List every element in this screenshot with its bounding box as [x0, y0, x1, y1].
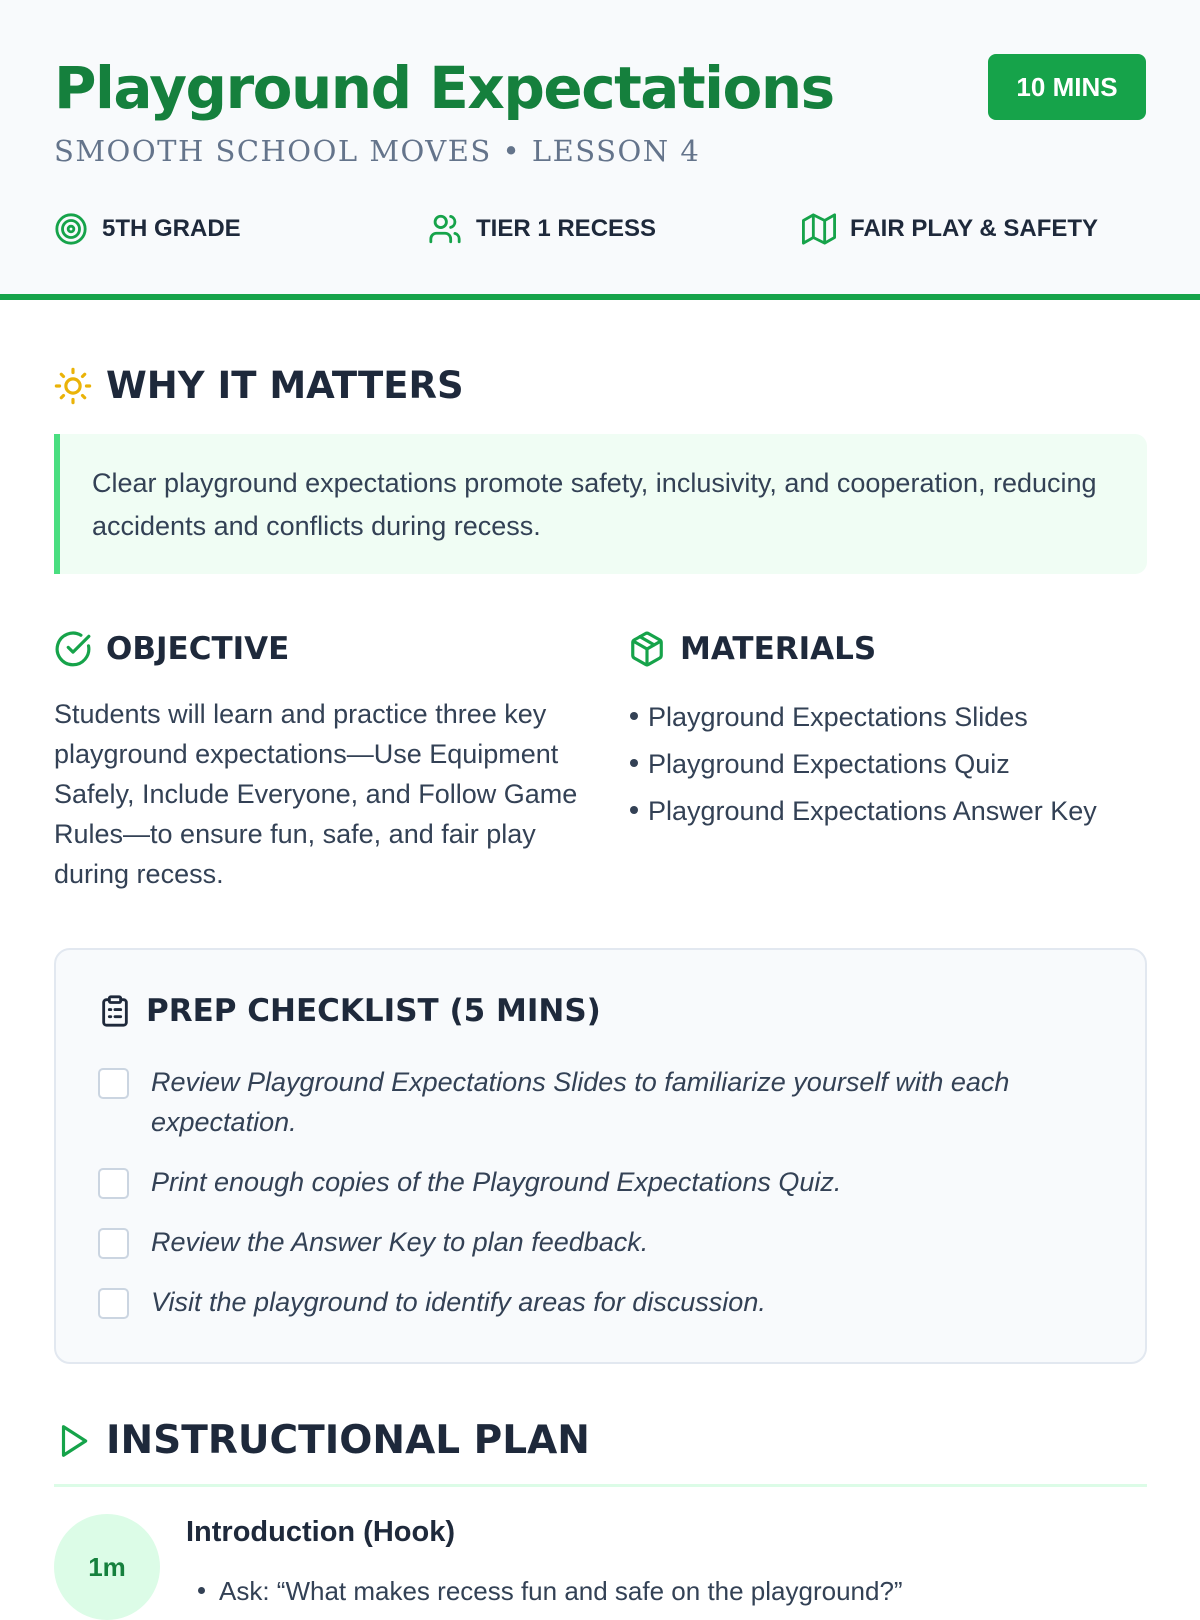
objective-heading: [54, 630, 289, 668]
checklist-item: [98, 1062, 1098, 1142]
meta-topic: [802, 212, 1098, 246]
checklist-checkbox[interactable]: [98, 1168, 129, 1199]
plan-heading-label: INSTRUCTIONAL PLAN: [106, 1418, 590, 1463]
target-icon: [54, 212, 88, 246]
materials-heading-label: MATERIALS: [680, 631, 877, 667]
meta-tier: [428, 212, 656, 246]
prep-heading-label: PREP CHECKLIST (5 MINS): [146, 993, 601, 1029]
checklist-item: [98, 1222, 648, 1262]
checklist-checkbox[interactable]: [98, 1228, 129, 1259]
package-icon: [628, 630, 666, 668]
checklist-text: Print enough copies of the Playground Expectations Quiz.: [151, 1167, 842, 1197]
prep-checklist-card: [54, 948, 1147, 1364]
why-text: Clear playground expectations promote safety, inclusivity, and cooperation, reducing accidents and conflicts during recess.: [92, 468, 1097, 541]
step-title: Introduction (Hook): [186, 1516, 456, 1548]
prep-heading: [98, 992, 601, 1030]
checklist-text: Review Playground Expectations Slides to familiarize yourself with each expectation.: [151, 1067, 1010, 1137]
checklist-checkbox[interactable]: [98, 1068, 129, 1099]
checklist-text: Visit the playground to identify areas for discussion.: [151, 1287, 766, 1317]
step-bullets: [190, 1572, 903, 1610]
meta-tier-label: TIER 1 RECESS: [476, 215, 657, 242]
play-icon: [54, 1421, 92, 1461]
list-item: [190, 1572, 903, 1610]
list-item: [628, 694, 1097, 741]
lesson-header: [0, 0, 1200, 300]
duration-badge: 10 MINS: [988, 54, 1146, 120]
checklist-item: [98, 1162, 841, 1202]
clipboard-icon: [98, 992, 132, 1030]
material-name: Playground Expectations Quiz: [648, 749, 1010, 779]
list-item: [628, 788, 1097, 835]
check-circle-icon: [54, 630, 92, 668]
list-item: [628, 741, 1097, 788]
why-heading-label: WHY IT MATTERS: [106, 364, 464, 407]
sun-icon: [54, 367, 92, 405]
meta-grade-label: 5TH GRADE: [102, 215, 241, 242]
materials-list: [628, 694, 1097, 835]
materials-heading: [628, 630, 876, 668]
material-name: Playground Expectations Slides: [648, 702, 1028, 732]
step-bullet-text: Ask: “What makes recess fun and safe on the playground?”: [219, 1576, 903, 1606]
objective-text: Students will learn and practice three key playground expectations—Use Equipment Safely, Include Everyone, and Follow Game Rules—to ensure fun, safe, and fair play during recess.: [54, 699, 578, 889]
meta-topic-label: FAIR PLAY & SAFETY: [850, 215, 1099, 242]
lesson-subtitle: SMOOTH SCHOOL MOVES • LESSON 4: [54, 134, 701, 168]
plan-divider: [54, 1484, 1147, 1487]
why-heading: [54, 364, 464, 407]
checklist-checkbox[interactable]: [98, 1288, 129, 1319]
material-name: Playground Expectations Answer Key: [648, 796, 1097, 826]
step-time-badge: 1m: [54, 1514, 160, 1620]
objective-heading-label: OBJECTIVE: [106, 631, 290, 667]
checklist-text: Review the Answer Key to plan feedback.: [151, 1227, 649, 1257]
page-title: Playground Expectations: [54, 54, 834, 122]
users-icon: [428, 212, 462, 246]
map-icon: [802, 212, 836, 246]
checklist-item: [98, 1282, 766, 1322]
plan-heading: [54, 1418, 590, 1463]
why-callout: [54, 434, 1147, 574]
meta-grade: [54, 212, 241, 246]
